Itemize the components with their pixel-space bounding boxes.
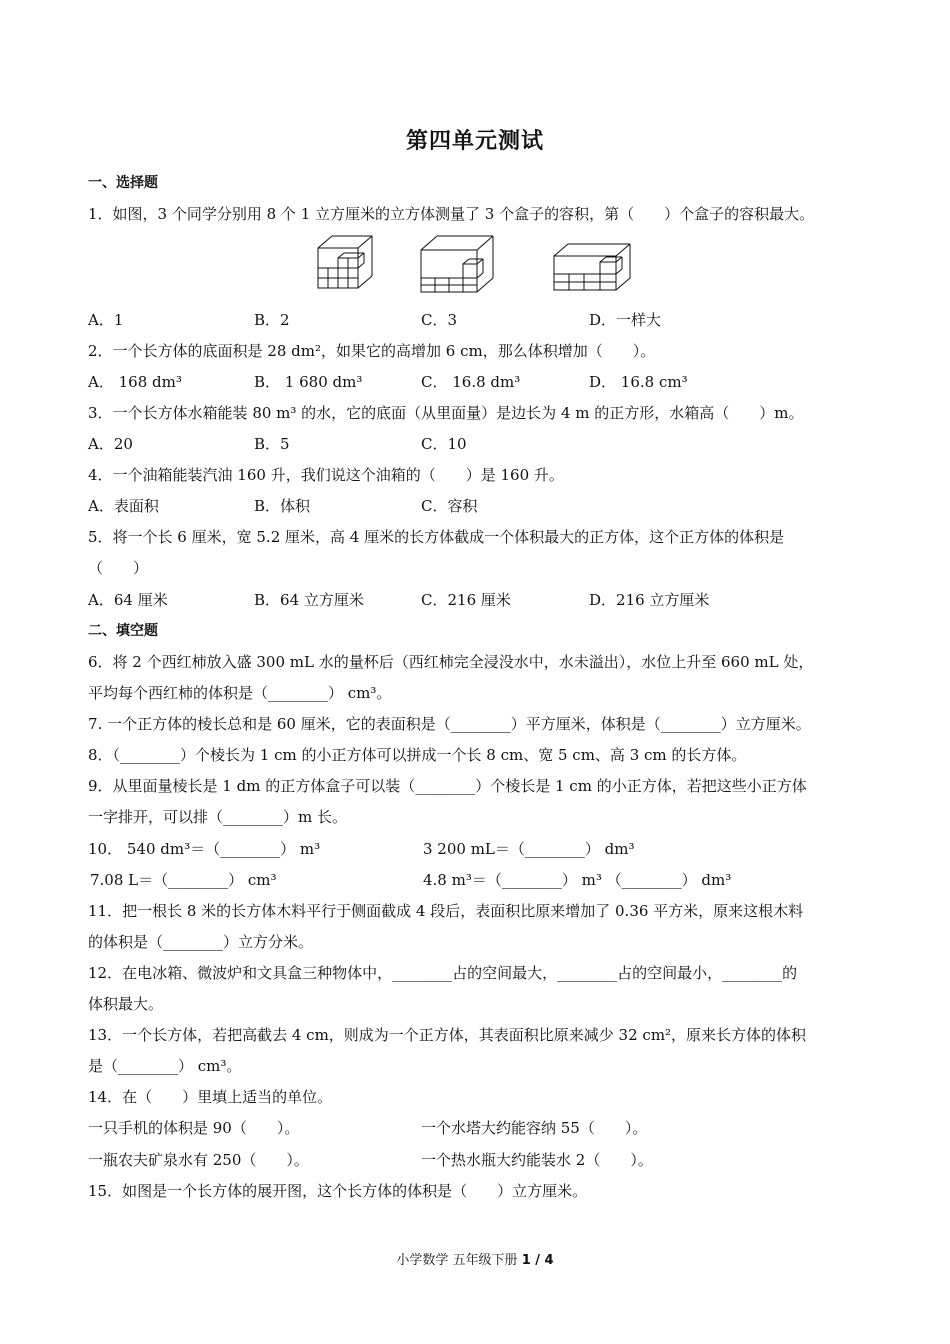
question-11-line-2: 的体积是（________）立方分米。 [88, 933, 314, 951]
q5-option-c[interactable]: C．216 厘米 [421, 591, 511, 609]
question-10-d: 4.8 m³＝（________） m³ （________） dm³ [423, 871, 732, 889]
question-1-figures [0, 234, 950, 298]
box-3-figure [552, 234, 632, 292]
question-14-c: 一瓶农夫矿泉水有 250（ ）。 [88, 1151, 309, 1169]
q2-option-a[interactable]: A． 168 dm³ [88, 373, 182, 391]
question-12-line-1: 12．在电冰箱、微波炉和文具盒三种物体中，________占的空间最大，________占的空间最小，________的 [88, 964, 798, 982]
section-heading-fill: 二、填空题 [88, 623, 158, 639]
section-heading-choice: 一、选择题 [88, 175, 158, 191]
question-6-line-2: 平均每个西红柿的体积是（________） cm³。 [88, 684, 392, 702]
q1-option-d[interactable]: D．一样大 [589, 311, 662, 329]
question-14-b: 一个水塔大约能容纳 55（ ）。 [421, 1119, 648, 1137]
question-5-line-1: 5．将一个长 6 厘米，宽 5.2 厘米，高 4 厘米的长方体截成一个体积最大的正方体，这个正方体的体积是 [88, 528, 785, 546]
page-footer [0, 1249, 950, 1268]
q1-option-b[interactable]: B．2 [254, 311, 290, 329]
question-9-line-2: 一字排开，可以排（________）m 长。 [88, 808, 347, 826]
question-13-line-2: 是（________） cm³。 [88, 1057, 242, 1075]
question-14-d: 一个热水瓶大约能装水 2（ ）。 [421, 1151, 653, 1169]
question-9-line-1: 9．从里面量棱长是 1 dm 的正方体盒子可以装（________）个棱长是 1 cm 的小正方体，若把这些小正方体 [88, 777, 807, 795]
question-12-line-2: 体积最大。 [88, 995, 164, 1013]
question-15: 15．如图是一个长方体的展开图，这个长方体的体积是（ ）立方厘米。 [88, 1182, 588, 1200]
q3-option-c[interactable]: C．10 [421, 435, 467, 453]
question-13-line-1: 13．一个长方体，若把高截去 4 cm，则成为一个正方体，其表面积比原来减少 32 cm²，原来长方体的体积 [88, 1026, 807, 1044]
question-8: 8．（________）个棱长为 1 cm 的小正方体可以拼成一个长 8 cm、宽 5 cm、高 3 cm 的长方体。 [88, 746, 747, 764]
q2-option-c[interactable]: C． 16.8 dm³ [421, 373, 521, 391]
footer-page-number: 1 / 4 [521, 1253, 554, 1268]
question-14: 14．在（ ）里填上适当的单位。 [88, 1088, 333, 1106]
box-1-figure [316, 234, 374, 290]
q1-option-a[interactable]: A．1 [88, 311, 124, 329]
q2-option-b[interactable]: B． 1 680 dm³ [254, 373, 363, 391]
question-5-line-2: （ ） [88, 559, 149, 577]
q2-option-d[interactable]: D． 16.8 cm³ [589, 373, 688, 391]
question-6-line-1: 6．将 2 个西红柿放入盛 300 mL 水的量杯后（西红柿完全浸没水中，水未溢出），水位上升至 660 mL 处， [88, 653, 814, 671]
question-10-b: 3 200 mL＝（________） dm³ [423, 840, 635, 858]
q4-option-b[interactable]: B．体积 [254, 497, 311, 515]
q4-option-a[interactable]: A．表面积 [88, 497, 159, 515]
question-14-a: 一只手机的体积是 90（ ）。 [88, 1119, 300, 1137]
question-1: 1．如图，3 个同学分别用 8 个 1 立方厘米的立方体测量了 3 个盒子的容积，第（ ）个盒子的容积最大。 [88, 205, 815, 223]
q5-option-d[interactable]: D．216 立方厘米 [589, 591, 710, 609]
q3-option-a[interactable]: A．20 [88, 435, 133, 453]
q5-option-a[interactable]: A．64 厘米 [88, 591, 168, 609]
q1-option-c[interactable]: C．3 [421, 311, 458, 329]
q3-option-b[interactable]: B．5 [254, 435, 290, 453]
question-10-a: 10． 540 dm³＝（________） m³ [88, 840, 321, 858]
q4-option-c[interactable]: C．容积 [421, 497, 478, 515]
question-2: 2．一个长方体的底面积是 28 dm²，如果它的高增加 6 cm，那么体积增加（ ）。 [88, 342, 656, 360]
question-4: 4．一个油箱能装汽油 160 升，我们说这个油箱的（ ）是 160 升。 [88, 466, 564, 484]
question-11-line-1: 11．把一根长 8 米的长方体木料平行于侧面截成 4 段后，表面积比原来增加了 0.36 平方米，原来这根木料 [88, 902, 804, 920]
q5-option-b[interactable]: B．64 立方厘米 [254, 591, 364, 609]
footer-subject: 小学数学 五年级下册 [396, 1253, 522, 1268]
box-2-figure [419, 234, 495, 294]
question-10-c: 7.08 L＝（________） cm³ [90, 871, 277, 889]
page-title: 第四单元测试 [405, 129, 544, 154]
question-7: 7. 一个正方体的棱长总和是 60 厘米，它的表面积是（________）平方厘米，体积是（________）立方厘米。 [88, 715, 811, 733]
question-3: 3．一个长方体水箱能装 80 m³ 的水，它的底面（从里面量）是边长为 4 m 的正方形，水箱高（ ）m。 [88, 404, 804, 422]
